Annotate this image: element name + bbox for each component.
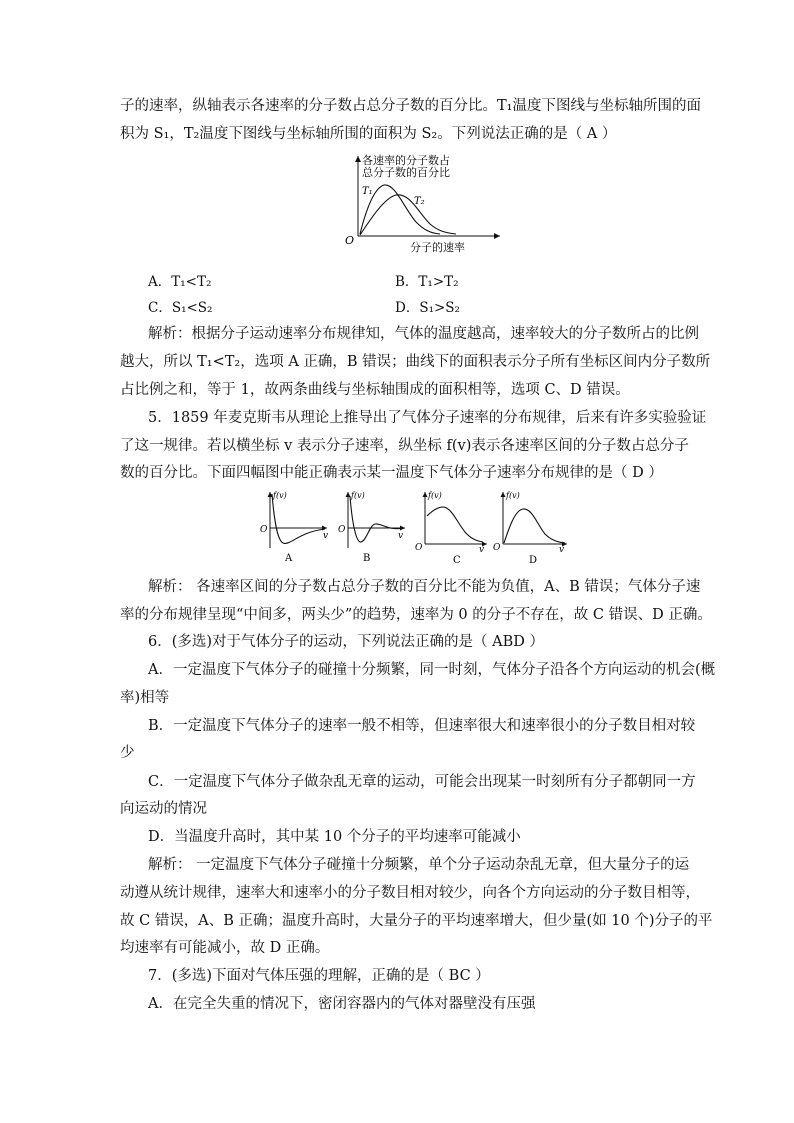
q5-label-b: B [363, 553, 371, 564]
q6-analysis-line-2: 动遵从统计规律，速率大和速率小的分子数目相对较少，向各个方向运动的分子数目相等， [120, 885, 700, 901]
q4-origin-label: O [345, 234, 355, 247]
q4-curve-label-t1: T₁ [362, 186, 373, 197]
curve-a [272, 494, 325, 543]
q6-option-b-line-1: B．一定温度下气体分子的速率一般不相等，但速率很大和速率很小的分子数目相对较 [148, 718, 696, 734]
y-axis-arrow-icon [423, 492, 428, 497]
q5-b-xlabel: v [398, 531, 404, 541]
q5-stem-line-1: 5．1859 年麦克斯韦从理论上推导出了气体分子速率的分布规律，后来有许多实验验证 [148, 410, 707, 426]
q4-curve-label-t2: T₂ [414, 196, 425, 207]
q6-option-c-line-2: 向运动的情况 [120, 801, 207, 817]
q5-graph-c [415, 491, 487, 566]
q5-a-ylabel: f(v) [273, 491, 287, 500]
q5-stem-line-3: 数的百分比。下面四幅图中能正确表示某一温度下气体分子速率分布规律的是（ D ） [120, 465, 663, 481]
q5-graph-d [493, 491, 567, 566]
q7-option-a: A．在完全失重的情况下，密闭容器内的气体对器壁没有压强 [148, 996, 536, 1012]
q6-stem: 6．(多选)对于气体分子的运动，下列说法正确的是（ ABD ） [148, 634, 545, 650]
q4-analysis-line-3: 占比例之和，等于 1，故两条曲线与坐标轴围成的面积相等，选项 C、D 错误。 [120, 382, 630, 398]
curve-d [504, 509, 565, 543]
q5-graph-b [338, 491, 405, 564]
q5-b-ylabel: f(v) [351, 491, 365, 500]
q5-c-xlabel: v [479, 545, 485, 555]
q7-stem: 7．(多选)下面对气体压强的理解，正确的是（ BC ） [148, 968, 490, 984]
q4-option-b: B．T₁>T₂ [395, 274, 459, 290]
q4-ylabel-2: 总分子数的百分比 [362, 166, 450, 179]
q5-graph-a [260, 491, 328, 564]
q5-a-xlabel: v [323, 531, 329, 541]
q5-b-origin: O [338, 525, 346, 535]
q6-option-d: D．当温度升高时，其中某 10 个分子的平均速率可能减小 [148, 829, 521, 845]
q4-option-d: D．S₁>S₂ [395, 300, 460, 316]
q6-analysis-line-4: 均速率有可能减小，故 D 正确。 [120, 940, 330, 956]
q4-text-line-2: 积为 S₁，T₂温度下图线与坐标轴所围的面积为 S₂。下列说法正确的是（ A ） [120, 126, 617, 142]
q6-option-b-line-2: 少 [120, 745, 135, 761]
q5-label-d: D [529, 555, 538, 566]
x-axis-arrow-icon [494, 233, 500, 239]
q6-option-a-line-2: 率)相等 [120, 690, 170, 706]
curve-c [427, 507, 483, 542]
curve-t2 [360, 195, 456, 235]
q6-analysis-line-1: 解析： 一定温度下气体分子碰撞十分频繁，单个分子运动杂乱无章，但大量分子的运 [148, 857, 690, 873]
q6-analysis-line-3: 故 C 错误，A、B 正确；温度升高时，大量分子的平均速率增大，但少量(如 10 个)分子的平 [120, 913, 713, 929]
q4-option-c: C．S₁<S₂ [148, 300, 213, 316]
q4-option-a: A．T₁<T₂ [148, 274, 212, 290]
q5-c-origin: O [415, 543, 423, 553]
q6-option-a-line-1: A．一定温度下气体分子的碰撞十分频繁，同一时刻，气体分子沿各个方向运动的机会(概 [148, 662, 716, 678]
q5-analysis-line-2: 率的分布规律呈现“中间多，两头少”的趋势，速率为 0 的分子不存在，故 C 错误、D 正确。 [120, 607, 712, 623]
y-axis-arrow-icon [355, 156, 361, 162]
q4-text-line-1: 子的速率，纵轴表示各速率的分子数占总分子数的百分比。T₁温度下图线与坐标轴所围的面 [120, 98, 701, 114]
q5-c-ylabel: f(v) [428, 491, 442, 500]
q5-d-xlabel: v [559, 545, 565, 555]
q6-option-c-line-1: C．一定温度下气体分子做杂乱无章的运动，可能会出现某一时刻所有分子都朝同一方 [148, 774, 696, 790]
q5-d-ylabel: f(v) [506, 491, 520, 500]
q4-analysis-line-2: 越大，所以 T₁<T₂，选项 A 正确，B 错误；曲线下的面积表示分子所有坐标区间内分子数所 [120, 354, 711, 370]
q4-ylabel-1: 各速率的分子数占 [362, 154, 450, 167]
q5-label-c: C [453, 555, 461, 566]
q5-d-origin: O [493, 543, 501, 553]
q5-a-origin: O [260, 525, 268, 535]
q5-label-a: A [285, 553, 293, 564]
y-axis-arrow-icon [501, 492, 506, 497]
curve-b [350, 496, 405, 542]
q4-analysis-line-1: 解析：根据分子运动速率分布规律知，气体的温度越高，速率较大的分子数所占的比例 [148, 326, 699, 342]
q5-stem-line-2: 了这一规律。若以横坐标 v 表示分子速率，纵坐标 f(v)表示各速率区间的分子数占总分子 [120, 438, 689, 454]
q5-analysis-line-1: 解析： 各速率区间的分子数占总分子数的百分比不能为负值，A、B 错误；气体分子速 [148, 579, 701, 595]
q4-xlabel: 分子的速率 [410, 241, 465, 254]
q5-graphs [255, 488, 575, 566]
q4-speed-distribution-figure [300, 150, 520, 262]
